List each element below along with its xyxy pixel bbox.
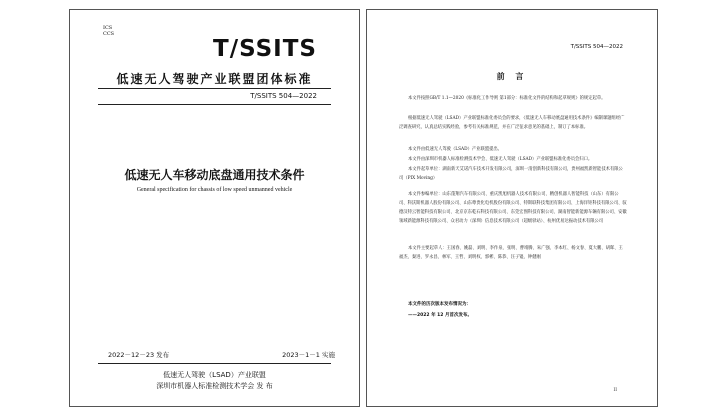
history-item: ——2022 年 12 月首次发布。: [408, 313, 472, 318]
publish-date: 2022－12－23 发布: [108, 351, 170, 359]
foreword-paragraph: 本文件起草单位：湖南新天艾诺汽车技术开发有限公司，深圳一清创新科技有限公司，贵州福凯新智能技术有限公司（PIX Moving）: [399, 167, 623, 181]
brand-logo-text: T/SSITS: [213, 36, 317, 62]
divider: [98, 88, 331, 89]
divider: [98, 363, 331, 364]
issuer-line-1: 低速无人驾驶（LSAD）产业联盟: [163, 371, 266, 379]
standard-number: T/SSITS 504—2022: [250, 92, 317, 100]
foreword-paragraph: 本文件参编单位：山东蓬翔汽车有限公司、重庆凯旭机器人技术有限公司、精创机器人智能科技（山东）有限公司、科沃斯机器人股份有限公司、山东尊贵化电机股份有限公司、特斯联科技集团有限公司、上海洋钜科技有限公司、驭德汉特云智能科技有限公司、北京京东乾石科技有限公司、东莞宏图科技有限公司、湖南智能新能源车辆有限公司、安徽领域新能源科技有限公司、众君动力（深圳）信息技术有限公司（超级驿站）、杭州优易达振动技术有限公司: [399, 192, 627, 224]
foreword-paragraph: 本文件由低速无人驾驶（LSAD）产业联盟提出。: [408, 147, 502, 152]
page-number: II: [613, 388, 617, 393]
document-title-en: General specification for chassis of low speed unmanned vehicle: [136, 187, 293, 193]
cover-page: [69, 9, 360, 407]
divider: [98, 104, 331, 105]
document-title-cn: 低速无人车移动底盘通用技术条件: [124, 168, 305, 182]
issuer-line-2: 深圳市机器人标准检测技术学会 发 布: [156, 382, 273, 390]
foreword-title: 前 言: [496, 72, 528, 81]
foreword-paragraph: 本文件主要起草人：王国春、姚磊、刘明、李作泉、张明、曹靖腾、朱广强、李本红、杨文春、夏大鹏、胡晖、王福杰、秦进、罗永昌、林军、王哲、刘明权、郭彬、陈恭、汪子锟、钟健刚: [399, 246, 623, 260]
foreword-paragraph: 本文件由深圳市机器人标准检测技术学会、低速无人驾驶（LSAD）产业联盟标准化委员会归口。: [408, 157, 593, 162]
ics-label: ICS: [103, 25, 113, 31]
implement-date: 2023－1－1 实施: [282, 351, 335, 359]
ccs-label: CCS: [103, 31, 115, 37]
foreword-page: [366, 9, 658, 407]
history-heading: 本文件的历次版本发布情况为：: [408, 302, 471, 307]
foreword-paragraph: 本文件按照GB/T 1.1—2020《标准化工作导则 第1部分：标准化文件的结构和起草规则》的规定起草。: [408, 96, 606, 101]
foreword-paragraph: 根据低速无人驾驶（LSAD）产业联盟标准化委员会的要求，《低速无人车移动底盘通用技术条件》编制课题组经广泛调查研究，认真总结实践经验，参考有关标准规范，并在广泛征求意见的基础上，制订了本标准。: [399, 116, 625, 130]
organization-standard-title: 低速无人驾驶产业联盟团体标准: [116, 72, 313, 86]
header-standard-number: T/SSITS 504—2022: [570, 44, 623, 50]
